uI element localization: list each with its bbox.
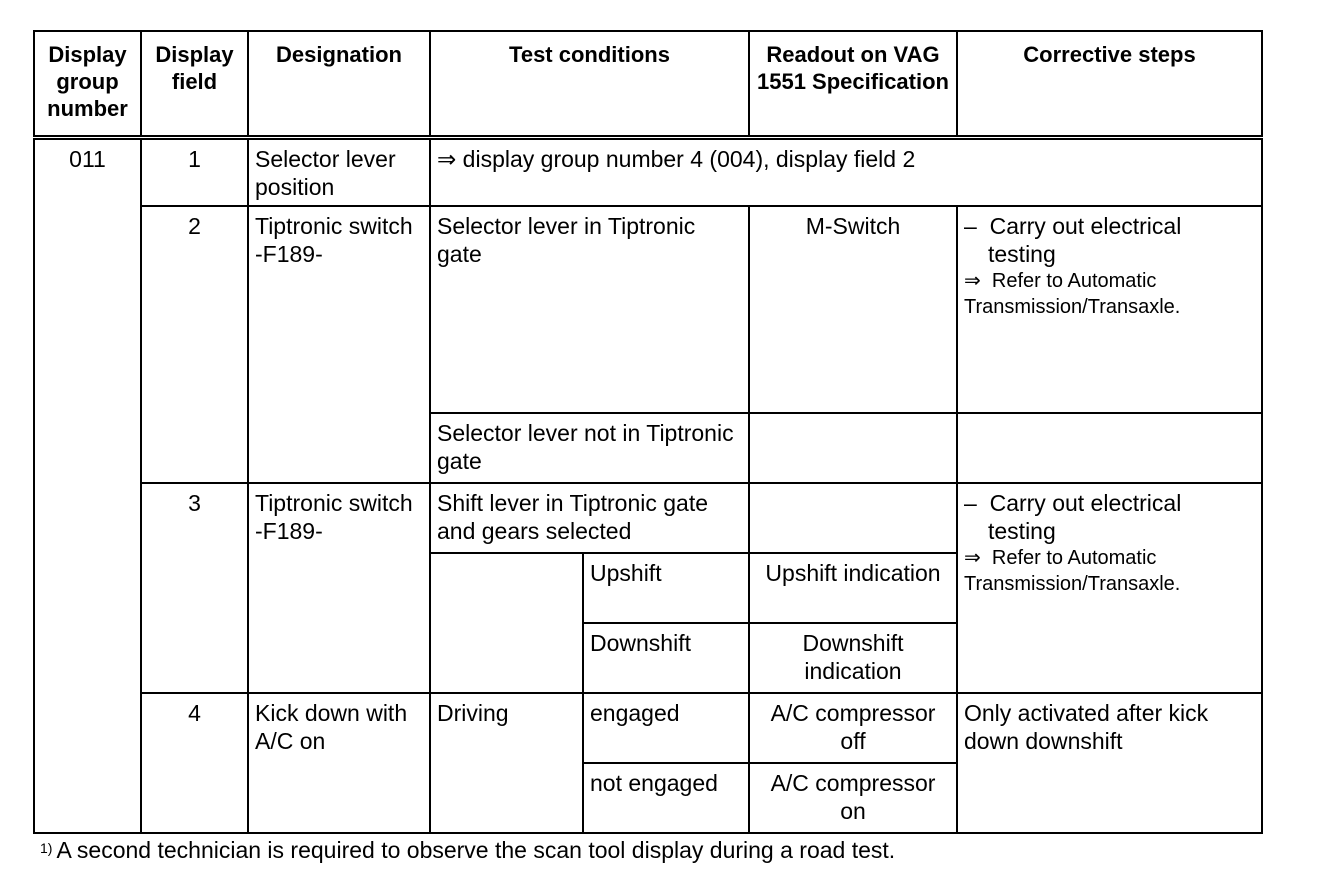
readout-m-switch: M-Switch	[749, 206, 957, 413]
condition-in-gate: Selector lever in Tiptronic gate	[430, 206, 749, 413]
table-row-field-4	[34, 693, 1262, 763]
corrective-steps-field-4: Only activated after kick down downshift	[957, 693, 1262, 833]
footnote-text: A second technician is required to observe the scan tool display during a road test.	[56, 837, 896, 863]
diagnostic-table	[33, 30, 1263, 834]
step-item: – Carry out electrical testing	[964, 213, 1182, 267]
step-item: – Carry out electrical testing	[964, 490, 1182, 544]
corrective-steps-field-3	[957, 483, 1262, 693]
corrective-steps-field-2	[957, 206, 1262, 413]
footnote	[40, 836, 895, 864]
reference-note: ⇒ Refer to Automatic Transmission/Transaxle.	[964, 547, 1181, 595]
header-designation: Designation	[248, 31, 430, 138]
designation-field-1: Selector lever position	[248, 138, 430, 207]
designation-field-2: Tiptronic switch -F189-	[248, 206, 430, 483]
readout-empty-cell	[749, 413, 957, 483]
blank-condition-cell	[430, 553, 583, 693]
group-number-cell: 011	[34, 138, 141, 834]
field-number-4: 4	[141, 693, 248, 833]
header-corrective-steps: Corrective steps	[957, 31, 1262, 138]
readout-upshift: Upshift indication	[749, 553, 957, 623]
header-readout: Readout on VAG 1551 Specification	[749, 31, 957, 138]
header-row	[34, 31, 1262, 138]
condition-engaged: engaged	[583, 693, 749, 763]
readout-compressor-off: A/C compressor off	[749, 693, 957, 763]
designation-field-4: Kick down with A/C on	[248, 693, 430, 833]
condition-not-engaged: not engaged	[583, 763, 749, 833]
field-number-2: 2	[141, 206, 248, 483]
condition-not-in-gate: Selector lever not in Tiptronic gate	[430, 413, 749, 483]
field-number-3: 3	[141, 483, 248, 693]
designation-field-3: Tiptronic switch -F189-	[248, 483, 430, 693]
header-display-field: Display field	[141, 31, 248, 138]
header-group-number: Display group number	[34, 31, 141, 138]
table-row-field-2	[34, 206, 1262, 413]
field-number-1: 1	[141, 138, 248, 207]
arrow-icon: ⇒	[964, 270, 981, 292]
reference-field-1: ⇒ display group number 4 (004), display field 2	[430, 138, 1262, 207]
header-test-conditions: Test conditions	[430, 31, 749, 138]
readout-compressor-on: A/C compressor on	[749, 763, 957, 833]
footnote-marker: 1)	[40, 840, 53, 856]
steps-empty-cell	[957, 413, 1262, 483]
arrow-icon: ⇒	[964, 547, 981, 569]
table-row-field-3	[34, 483, 1262, 553]
condition-downshift: Downshift	[583, 623, 749, 693]
readout-downshift: Downshift indication	[749, 623, 957, 693]
readout-empty-cell	[749, 483, 957, 553]
table-row-field-1	[34, 138, 1262, 207]
condition-field-3: Shift lever in Tiptronic gate and gears selected	[430, 483, 749, 553]
reference-note: ⇒ Refer to Automatic Transmission/Transaxle.	[964, 270, 1181, 318]
condition-driving: Driving	[430, 693, 583, 833]
condition-upshift: Upshift	[583, 553, 749, 623]
